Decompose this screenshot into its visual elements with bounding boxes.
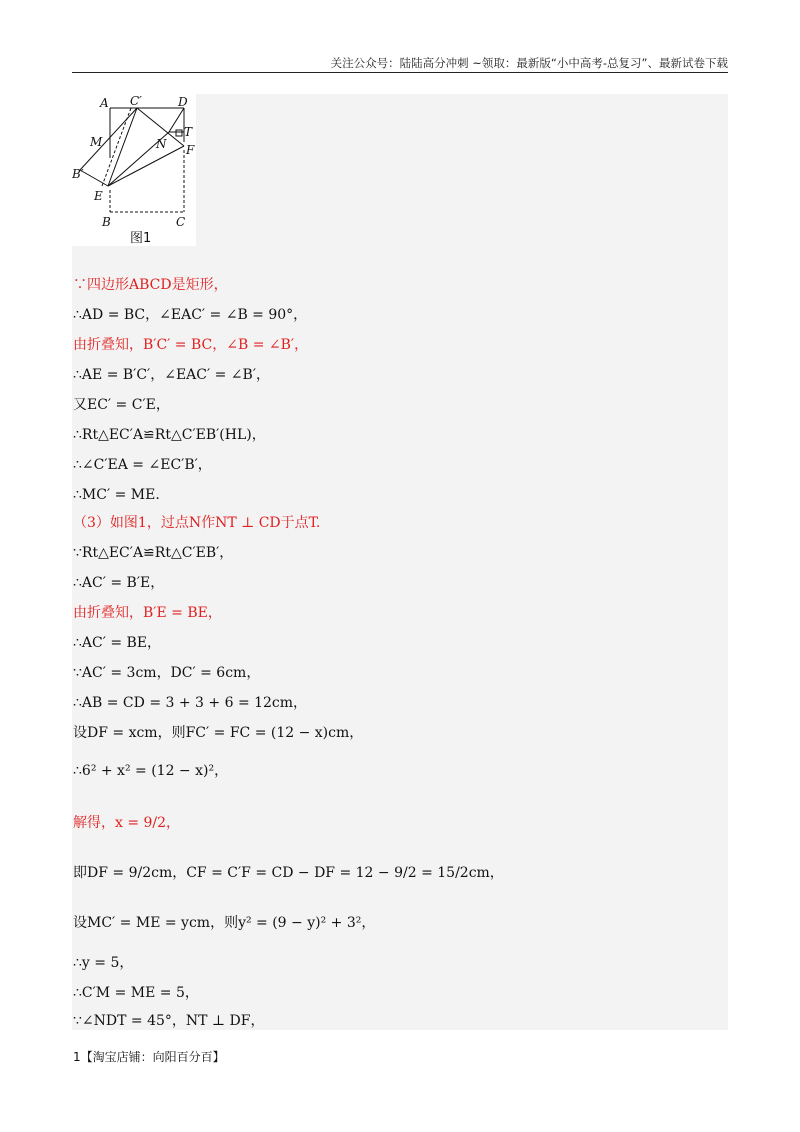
solution-line-14: ∵AC′ = 3cm，DC′ = 6cm， <box>73 665 261 681</box>
solution-line-3 <box>73 336 308 354</box>
solution-line-19: 即DF = 9/2cm，CF = C′F = CD − DF = 12 − 9/2 = 15/2cm， <box>73 865 504 881</box>
label-B-prime: B′ <box>72 167 84 181</box>
solution-line-2: ∴AD = BC，∠EAC′ = ∠B = 90°， <box>73 307 308 323</box>
figure-diagram <box>72 94 196 246</box>
solution-line-4: ∴AE = B′C′，∠EAC′ = ∠B′， <box>73 367 271 383</box>
label-F: F <box>186 143 195 157</box>
figure-caption: 图1 <box>130 231 152 246</box>
label-C: C <box>176 215 186 229</box>
solution-line-3-text: 由折叠知，B′C′ = BC，∠B = ∠B′， <box>73 337 309 353</box>
solution-line-12: 由折叠知，B′E = BE， <box>73 605 222 621</box>
solution-line-18: 解得，x = 9/2， <box>73 815 181 831</box>
solution-line-13: ∴AC′ = BE， <box>73 635 162 651</box>
geometry-figure <box>72 94 196 246</box>
label-E: E <box>94 189 103 203</box>
solution-line-20: 设MC′ = ME = ycm，则y² = (9 − y)² + 3²， <box>73 915 376 931</box>
solution-line-1: ∵四边形ABCD是矩形， <box>73 277 228 293</box>
solution-line-11: ∴AC′ = B′E， <box>73 575 165 591</box>
solution-line-17: ∴6² + x² = (12 − x)²， <box>73 763 229 779</box>
label-M: M <box>90 135 103 149</box>
solution-line-9: （3）如图1，过点N作NT ⊥ CD于点T. <box>73 515 321 531</box>
solution-line-16: 设DF = xcm，则FC′ = FC = (12 − x)cm， <box>73 725 364 741</box>
header-rule <box>72 72 728 73</box>
solution-line-15: ∴AB = CD = 3 + 3 + 6 = 12cm， <box>73 695 308 711</box>
label-C-prime: C′ <box>130 94 142 108</box>
solution-line-23: ∵∠NDT = 45°，NT ⊥ DF， <box>73 1013 265 1029</box>
solution-line-7: ∴∠C′EA = ∠EC′B′， <box>73 457 212 473</box>
label-D: D <box>178 95 188 109</box>
solution-line-10: ∵Rt△EC′A≌Rt△C′EB′， <box>73 545 234 561</box>
solution-line-5: 又EC′ = C′E， <box>73 397 170 413</box>
label-T: T <box>184 125 193 139</box>
label-B: B <box>102 215 111 229</box>
page-footer: 1【淘宝店铺：向阳百分百】 <box>73 1050 225 1064</box>
label-N: N <box>156 137 167 151</box>
label-A: A <box>100 96 109 110</box>
solution-line-21: ∴y = 5， <box>73 955 134 971</box>
solution-line-22: ∴C′M = ME = 5， <box>73 985 199 1001</box>
solution-line-8: ∴MC′ = ME. <box>73 487 160 503</box>
page-header: 关注公众号：陆陆高分冲刺 ~领取：最新版“小中高考-总复习”、最新试卷下载 <box>330 56 728 70</box>
solution-line-6: ∴Rt△EC′A≌Rt△C′EB′(HL)， <box>73 427 266 443</box>
